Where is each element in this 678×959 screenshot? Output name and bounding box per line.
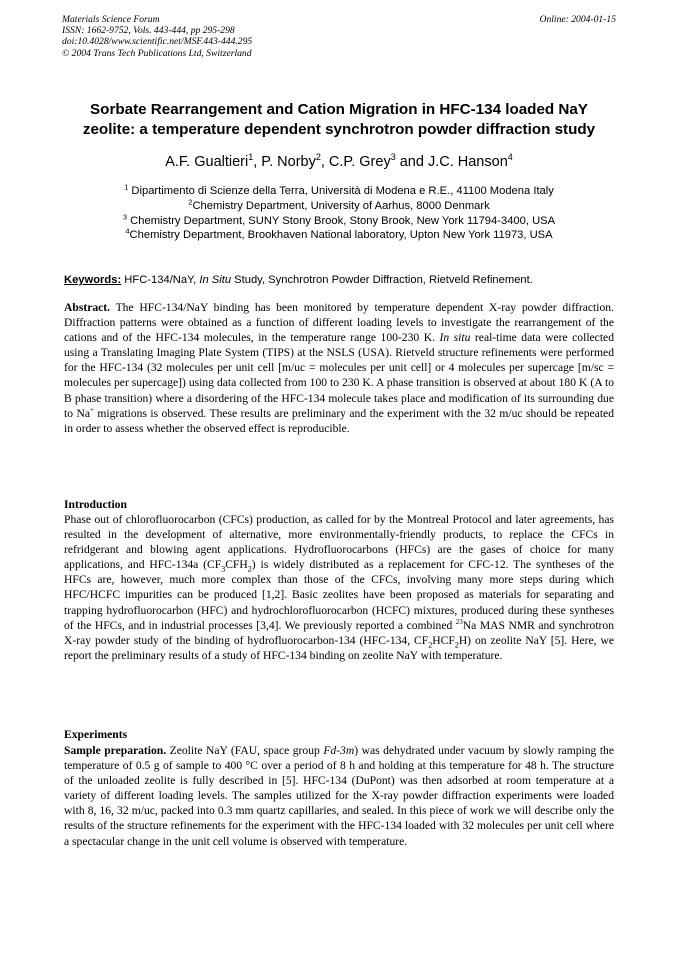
abstract-text: migrations is observed. These results are preliminary and the experiment with the 32 m/uc should be repeated in order to assess whether the observed effect is reproducible. bbox=[64, 406, 614, 435]
affiliation-sup: 4 bbox=[125, 226, 130, 236]
keywords bbox=[64, 273, 616, 287]
title-line-1: Sorbate Rearrangement and Cation Migration in HFC-134 loaded NaY bbox=[90, 101, 588, 118]
sample-prep-label: Sample preparation. bbox=[64, 744, 167, 757]
affiliation-text: Chemistry Department, University of Aarhus, 8000 Denmark bbox=[192, 199, 490, 212]
author-separator: , bbox=[320, 154, 329, 170]
affiliation bbox=[40, 184, 638, 199]
introduction bbox=[64, 512, 614, 663]
affiliation-sup: 1 bbox=[124, 182, 129, 192]
experiments bbox=[64, 743, 614, 849]
author-and: and bbox=[395, 154, 428, 170]
intro-text: CFH bbox=[225, 558, 248, 572]
journal-name: Materials Science Forum bbox=[62, 14, 160, 25]
affiliation-text: Chemistry Department, SUNY Stony Brook, Stony Brook, New York 11794-3400, USA bbox=[127, 214, 556, 227]
journal-copyright: © 2004 Trans Tech Publications Ltd, Switzerland bbox=[62, 47, 252, 59]
affiliation bbox=[40, 228, 638, 243]
abstract bbox=[64, 300, 614, 436]
experiments-heading: Experiments bbox=[64, 728, 128, 741]
abstract-paragraph bbox=[64, 300, 614, 436]
experiments-paragraph bbox=[64, 743, 614, 849]
affiliation-sup: 3 bbox=[122, 211, 128, 221]
keywords-text: HFC-134/NaY, bbox=[121, 274, 200, 286]
author-sup: 3 bbox=[390, 152, 396, 163]
journal-issn: ISSN: 1662-9752, Vols. 443-444, pp 295-298 bbox=[62, 25, 235, 37]
keywords-label: Keywords: bbox=[64, 274, 122, 286]
online-date: Online: 2004-01-15 bbox=[539, 14, 616, 25]
abstract-italic: In situ bbox=[439, 331, 471, 345]
keywords-text: Study, Synchrotron Powder Diffraction, Rietveld Refinement. bbox=[231, 274, 533, 286]
introduction-heading: Introduction bbox=[64, 498, 127, 511]
exp-text: Zeolite NaY (FAU, space group bbox=[166, 744, 324, 757]
affiliation-text: Chemistry Department, Brookhaven National laboratory, Upton New York 11973, USA bbox=[129, 229, 553, 242]
author-sup: 4 bbox=[507, 152, 513, 163]
intro-sub: 2 bbox=[428, 640, 433, 650]
intro-text: H) on zeolite NaY [5]. Here, we report the preliminary results of a study of HFC-134 binding on zeolite NaY with temperature. bbox=[64, 633, 615, 662]
author-sup: 1 bbox=[248, 152, 254, 163]
abstract-text: real-time data were collected using a Translating Imaging Plate System (TIPS) at the NSLS (USA). Rietveld structure refinements were performed for the HFC-134 (32 molecules per unit cell [m/uc = molecules per unit cell] or 4 molecules per supercage [m/sc = molecules per supercage]) using data collected from 100 to 230 K. A phase transition is observed at about 180 K (A to B phase transition) where a disordering of the HFC-134 molecule takes place and modification of its surrounding due to Na bbox=[64, 331, 614, 420]
title-line-2: zeolite: a temperature dependent synchrotron powder diffraction study bbox=[82, 121, 596, 138]
author-name: J.C. Hanson bbox=[427, 154, 508, 170]
author-name: P. Norby bbox=[261, 154, 316, 170]
author-separator: , bbox=[253, 154, 262, 170]
affiliation-sup: 2 bbox=[188, 197, 193, 207]
intro-text: ) is widely distributed as a replacement for CFC-12. The syntheses of the HFCs are, however, much more complex than those of the CFCs, involving many more steps during which HFC/HCFC impurities can be produced [1,2]. Basic zeolites have been proposed as materials for separating and trapping hydrofluorocarbon (HFC) and hydrochlorofluorocarbon (HCFC) mixtures, produced during these syntheses of the HFCs, and in industrial processes [3,4]. We previously reported a combined bbox=[64, 558, 614, 632]
abstract-text: The HFC-134/NaY binding has been monitored by temperature dependent X-ray powder diffraction. Diffraction patterns were obtained as a function of different loading levels to investigate the rearrangement of the cations and of the HFC-134 molecules, in the temperature range 100-230 K. bbox=[64, 301, 614, 345]
intro-sub: 3 bbox=[221, 564, 226, 574]
author-name: A.F. Gualtieri bbox=[165, 154, 249, 170]
exp-text: ) was dehydrated under vacuum by slowly ramping the temperature of 0.5 g of sample to 400 °C over a period of 8 h and holding at this temperature for 48 h. The structure of the unloaded zeolite is fully described in [5]. HFC-134 (DuPont) was then adsorbed at room temperature at a variety of different loading levels. The samples utilized for the X-ray powder diffraction experiments were loaded with 8, 16, 32 m/uc, packed into 0.3 mm quartz capillaries, and sealed. In this piece of work we will describe only the results of the structure refinements for the experiment with the HFC-134 loaded with 32 molecules per unit cell where a spectacular change in the unit cell volume is observed with temperature. bbox=[64, 744, 614, 848]
author-list bbox=[40, 153, 638, 171]
intro-sub: 2 bbox=[247, 564, 252, 574]
journal-doi: doi:10.4028/www.scientific.net/MSF.443-444.295 bbox=[62, 36, 253, 48]
author-sup: 2 bbox=[315, 152, 321, 163]
abstract-sup: + bbox=[89, 405, 94, 414]
intro-sub: 2 bbox=[454, 640, 459, 650]
affiliation bbox=[40, 199, 638, 214]
journal-info bbox=[62, 14, 482, 59]
author-name: C.P. Grey bbox=[328, 154, 391, 170]
keywords-italic: In Situ bbox=[199, 274, 232, 286]
intro-text: Na MAS NMR and synchrotron X-ray powder study of the binding of hydrofluorocarbon-134 (HFC-134, CF bbox=[64, 618, 614, 647]
intro-sup: 23 bbox=[455, 617, 463, 626]
affiliation-text: Dipartimento di Scienze della Terra, Università di Modena e R.E., 41100 Modena Italy bbox=[128, 185, 554, 197]
affiliations bbox=[40, 184, 638, 243]
introduction-paragraph bbox=[64, 512, 614, 663]
paper-title bbox=[40, 100, 638, 140]
intro-text: Phase out of chlorofluorocarbon (CFCs) production, as called for by the Montreal Protocol and later agreements, has resulted in the development of alternative, more environmentally-friendly products, to replace the CFCs in refridgerant and blowing agent applications. Hydrofluorocarbons (HFCs) are the gases of choice for many applications, and HFC-134a (CF bbox=[64, 513, 614, 572]
intro-text: HCF bbox=[432, 633, 455, 647]
abstract-label: Abstract. bbox=[64, 301, 111, 314]
exp-italic: Fd-3m bbox=[323, 744, 355, 757]
